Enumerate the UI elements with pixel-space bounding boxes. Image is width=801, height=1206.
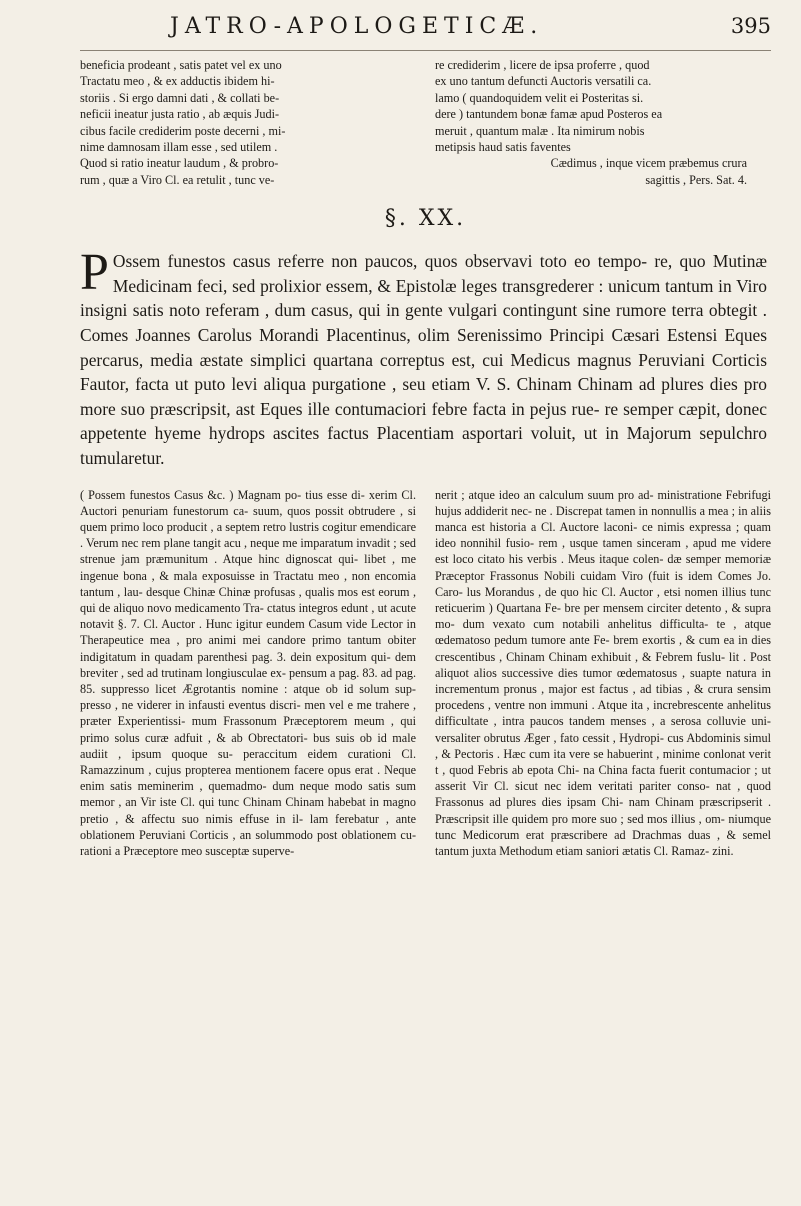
text-line: storiis . Si ergo damni dati , & collati be- <box>80 90 280 105</box>
text-line: beneficia prodeant , satis patet vel ex uno <box>80 58 282 72</box>
text-line: nime damnosam illam esse , sed utilem . <box>80 140 278 155</box>
text-line: neficii ineatur justa ratio , ab æquis Judi- <box>80 107 280 122</box>
text-line: rum , quæ a Viro Cl. ea retulit , tunc ve- <box>80 172 275 187</box>
text-line: meruit , quantum malæ . Ita nimirum nobis <box>435 123 645 138</box>
section-heading: §. XX. <box>384 206 467 232</box>
text-line: Tractatu meo , & ex adductis ibidem hi- <box>80 74 275 89</box>
text-line: cibus facile crediderim poste decerni , mi- <box>80 123 286 138</box>
text-line: dere ) tantundem bonæ famæ apud Posteros ea <box>435 107 663 122</box>
notes-right-column <box>435 487 771 860</box>
note-text-left: ( Possem funestos Casus &c. ) Magnam po- tius esse di- xerim Cl. Auctori penuriam funestorum ca- suum, quos possit obtrudere , si quem primo loco producit , a septem retro lustris cogitur emendicare . Verum nec rem plane tangit acu , neque me imparatum invadit ; sed strenue jam præmunitum . Atque hinc dignoscat qui- libet , me ingenue bona , & mala exposuisse in Tractatu meo , non encomia tantum , lau- desque Chinæ Chinæ profusas , qualis mos est eorum , qui de aliquo novo medicamento Tra- ctatus integros edunt , ut acute notavit §. 7. Cl. Auctor . Hunc igitur eundem Casum vide Lector in Therapeutice mea , pro animi mei candore primo tantum obiter indigitatum in quadam parenthesi pag. 3. dein expositum qui- dem breviter , sed ad trutinam longiusculae ex- pensum a pag. 83. ad pag. 85. suppresso licet Ægrotantis nomine : atque ob id solum sup- presso , ne viderer in infausti eventus discri- men vel e me trahere , præter Experientissi- mum Frassonum Præceptorem meum , qui primo solus curæ adfuit , & ab Obrectatori- bus suis ob id male audiit , ipsum quoque su- peraccitum eidem curationi Cl. Ramazzinum , cujus propterea mentionem facere opus erat . Neque enim satis meminerim , quemadmo- dum neque modo satis sum memor , an Vir iste Cl. qui tunc Chinam Chinam habebat in magno pretio , & affectu suo nimis effuse in il- lam ferebatur , ante oblationem Peruviani Corticis , an solummodo post oblationem cu- rationi a Præceptore meo susceptæ superve- <box>80 487 416 859</box>
drop-cap: P <box>80 244 109 302</box>
top-right-column <box>435 57 771 188</box>
top-left-column <box>80 57 416 188</box>
running-title: JATRO-APOLOGETICÆ. <box>170 14 544 39</box>
notes <box>80 487 771 860</box>
text-line: metipsis haud satis faventes <box>435 140 571 155</box>
text-line: ex uno tantum defuncti Auctoris versatili ca. <box>435 74 652 89</box>
text-line: lamo ( quandoquidem velit ei Posteritas si. <box>435 90 644 105</box>
main-paragraph <box>80 244 771 470</box>
text-line: re crediderim , licere de ipsa proferre , quod <box>435 58 650 72</box>
text-line: Quod si ratio ineatur laudum , & probro- <box>80 156 279 171</box>
page-number: 395 <box>730 14 771 38</box>
top-continuation <box>80 57 771 188</box>
verse-citation: sagittis , Pers. Sat. 4. <box>645 172 747 187</box>
note-text-right: nerit ; atque ideo an calculum suum pro ad- ministratione Febrifugi hujus addiderit nec- ne . Discrepat tamen in nonnullis a mea ; in aliis manca est historia a Cl. Auctore laconi- ce nimis expressa ; quam ideo nonnihil fusio- rem , usque tamen sinceram , apud me videre est loco citato his verbis . Meus itaque colen- dæ semper memoriæ Præceptor Frassonus Nobili cuidam Viro (fuit is idem Comes Jo. Caro- lus Morandus , de quo hic Cl. Auctor , etsi nomen illius tunc reticuerim ) Quartana Fe- bre per mensem circiter detento , & supra mo- dum vexato cum notabili anhelitus difficulta- te , atque œdematoso pedum tumore ante Fe- brem exortis , & cum ea in dies crescentibus , Chinam Chinam exhibuit , & Febrem fuslu- lit . Post aliquot alios successive dies tumor œdematosus , suapte natura in incrementum pronus , major est factus , ad tibias , & crura sensim procedens , ventre non immuni . Atque ita , increbrescente anhelitus difficultate , intra paucos tandem menses , a serosa colluvie uni- versaliter obrutus Æger , fato cessit , Hydropi- cus Abdominis simul , & Pectoris . Hæc cum ita vere se habuerint , minime conlonat verit t , quod Febris ab epota Chi- na China facta fuerit contumacior ; ut asserit Vir Cl. sicut nec idem veritati pariter conso- nat , quod Frassonus ad plures dies ipsam Chi- nam Chinam præscripserit . Præscripsit ille quidem pro more suo ; sed mos illius , om- niumque tunc Medicorum erat præscribere ad Drachmas duas , & semel tantum juxta Methodum etiam saniori ætatis Cl. Ramaz- zini. <box>435 487 771 859</box>
main-paragraph-text: Ossem funestos casus referre non paucos, quos observavi toto eo tempo- re, quo Mutinæ Medicinam feci, sed prolixior essem, & Epistolæ leges transgrederer : unicum tantum in Viro insigni satis noto referam , dum casus, qui in gente vulgari contingunt sine rumore terra obtegit . Comes Joannes Carolus Morandi Placentinus, olim Serenissimo Principi Cæsari Estensi Eques percarus, media æstate simplici quartana correptus est, cui Medicus magnus Peruviani Corticis Fautor, facta ut puto levi aliqua purgatione , seu etiam V. S. Chinam Chinam ad plures dies pro more suo præscripsit, ast Eques ille contumaciori febre facta in pejus rue- re semper cæpit, donec appetente hyeme hydrops ascites factus Placentiam asportari voluit, ut in Majorum sepulchro tumularetur. <box>80 251 767 468</box>
running-header <box>80 14 771 51</box>
verse-line: Cædimus , inque vicem præbemus crura <box>550 156 747 171</box>
notes-left-column <box>80 487 416 860</box>
